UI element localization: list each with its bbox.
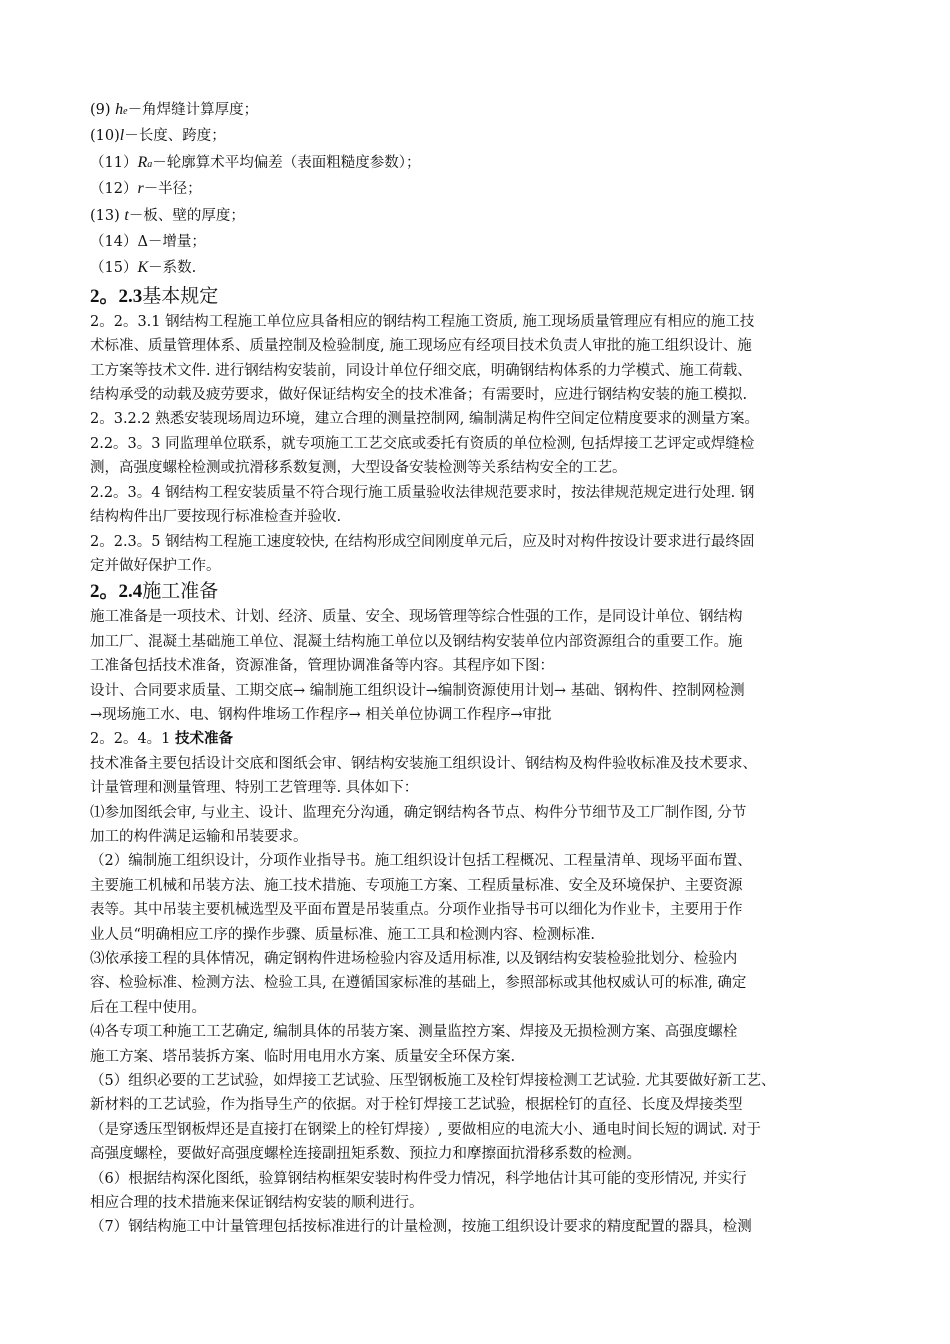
- symbol-item: （11）Ra－轮廓算术平均偏差（表面粗糙度参数）；: [90, 153, 421, 171]
- section-heading-construction-prep: 2。2.4施工准备: [90, 580, 219, 603]
- text-line: →现场施工水、电、钢构件堆场工作程序→ 相关单位协调工作程序→审批: [90, 706, 552, 723]
- text-line: ⑷各专项工种施工工艺确定, 编制具体的吊装方案、测量监控方案、焊接及无损检测方案、高强度螺栓: [90, 1024, 738, 1041]
- text-line: 术标准、质量管理体系、质量控制及检验制度, 施工现场应有经项目技术负责人审批的施工组织设计、施: [90, 338, 752, 355]
- document-page: [90, 98, 865, 1240]
- text-line: 测，高强度螺栓检测或抗滑移系数复测，大型设备安装检测等关系结构安全的工艺。: [90, 460, 627, 477]
- text-line: 设计、合同要求质量、工期交底→ 编制施工组织设计→编制资源使用计划→ 基础、钢构件、控制网检测: [90, 682, 745, 699]
- text-line: 2。2.3。5 钢结构工程施工速度较快, 在结构形成空间刚度单元后，应及时对构件按设计要求进行最终固: [90, 533, 755, 550]
- text-line: 相应合理的技术措施来保证钢结构安装的顺利进行。: [90, 1195, 424, 1212]
- subsection-heading-technical-prep: 2。2。4。1 技术准备: [90, 731, 234, 748]
- text-line: 主要施工机械和吊装方法、施工技术措施、专项施工方案、工程质量标准、安全及环境保护、主要资源: [90, 877, 743, 894]
- text-line: 业人员“明确相应工序的操作步骤、质量标准、施工工具和检测内容、检测标准.: [90, 926, 596, 943]
- text-line: 2.2。3。4 钢结构工程安装质量不符合现行施工质量验收法律规范要求时，按法律规范规定进行处理. 钢: [90, 484, 755, 501]
- text-line: 容、检验标准、检测方法、检验工具, 在遵循国家标准的基础上，参照部标或其他权威认可的标准, 确定: [90, 975, 747, 992]
- text-line: 2.2。3。3 同监理单位联系，就专项施工工艺交底或委托有资质的单位检测, 包括焊接工艺评定或焊缝检: [90, 435, 755, 452]
- text-line: 高强度螺栓，要做好高强度螺栓连接副扭矩系数、预拉力和摩擦面抗滑移系数的检测。: [90, 1146, 641, 1163]
- text-line: （5）组织必要的工艺试验，如焊接工艺试验、压型钢板施工及栓钉焊接检测工艺试验. 尤其要做好新工艺、: [90, 1073, 776, 1090]
- section-body-construction-prep: [90, 605, 865, 727]
- text-line: ⑶依承接工程的具体情况，确定钢构件进场检验内容及适用标准, 以及钢结构安装检验批划分、检验内: [90, 951, 738, 967]
- text-line: （是穿透压型钢板焊还是直接打在钢梁上的栓钉焊接）, 要做相应的电流大小、通电时间长短的调试. 对于: [90, 1121, 761, 1138]
- text-line: 表等。其中吊装主要机械选型及平面布置是吊装重点。分项作业指导书可以细化为作业卡，主要用于作: [90, 902, 743, 919]
- symbol-item: （12）r－半径；: [90, 180, 202, 198]
- text-line: 新材料的工艺试验，作为指导生产的依据。对于栓钉焊接工艺试验，根据栓钉的直径、长度及焊接类型: [90, 1097, 743, 1114]
- text-line: 加工厂、混凝土基础施工单位、混凝土结构施工单位以及钢结构安装单位内部资源组合的重要工作。施: [90, 633, 743, 650]
- section-heading-basic-rules: 2。2.3基本规定: [90, 284, 219, 307]
- text-line: 2。3.2.2 熟悉安装现场周边环境，建立合理的测量控制网, 编制满足构件空间定位精度要求的测量方案。: [90, 411, 759, 428]
- text-line: （6）根据结构深化图纸，验算钢结构框架安装时构件受力情况，科学地估计其可能的变形情况, 并实行: [90, 1170, 747, 1187]
- text-line: ⑴参加图纸会审, 与业主、设计、监理充分沟通，确定钢结构各节点、构件分节细节及工厂制作图, 分节: [90, 804, 747, 821]
- text-line: 2。2。3.1 钢结构工程施工单位应具备相应的钢结构工程施工资质, 施工现场质量管理应有相应的施工技: [90, 313, 755, 330]
- text-line: （7）钢结构施工中计量管理包括按标准进行的计量检测，按施工组织设计要求的精度配置的器具，检测: [90, 1219, 752, 1236]
- symbol-item: （15）K－系数.: [90, 259, 197, 277]
- text-line: 计量管理和测量管理、特别工艺管理等. 具体如下：: [90, 780, 419, 797]
- symbol-item: (9) he－角焊缝计算厚度；: [90, 101, 259, 118]
- text-line: （2）编制施工组织设计，分项作业指导书。施工组织设计包括工程概况、工程量清单、现场平面布置、: [90, 853, 752, 870]
- text-line: 定并做好保护工作。: [90, 557, 221, 574]
- text-line: 工准备包括技术准备，资源准备，管理协调准备等内容。其程序如下图：: [90, 658, 554, 675]
- text-line: 工方案等技术文件. 进行钢结构安装前，同设计单位仔细交底，明确钢结构体系的力学模式、施工荷载、: [90, 362, 752, 379]
- symbol-item: （14）Δ－增量；: [90, 234, 206, 251]
- symbol-list: [90, 98, 865, 283]
- symbol-item: (10)l－长度、跨度；: [90, 127, 226, 145]
- text-line: 技术准备主要包括设计交底和图纸会审、钢结构安装施工组织设计、钢结构及构件验收标准及技术要求、: [90, 755, 757, 772]
- symbol-item: (13) t－板、壁的厚度；: [90, 206, 245, 224]
- text-line: 结构承受的动载及疲劳要求，做好保证结构安全的技术准备；有需要时，应进行钢结构安装的施工模拟.: [90, 387, 748, 404]
- subsection-body-technical-prep: [90, 752, 865, 1240]
- text-line: 结构构件出厂要按现行标准检查并验收.: [90, 509, 342, 526]
- section-body-basic-rules: [90, 310, 865, 578]
- text-line: 后在工程中使用。: [90, 999, 206, 1016]
- text-line: 施工准备是一项技术、计划、经济、质量、安全、现场管理等综合性强的工作，是同设计单位、钢结构: [90, 609, 743, 626]
- text-line: 施工方案、塔吊装拆方案、临时用电用水方案、质量安全环保方案.: [90, 1048, 516, 1065]
- text-line: 加工的构件满足运输和吊装要求。: [90, 828, 308, 845]
